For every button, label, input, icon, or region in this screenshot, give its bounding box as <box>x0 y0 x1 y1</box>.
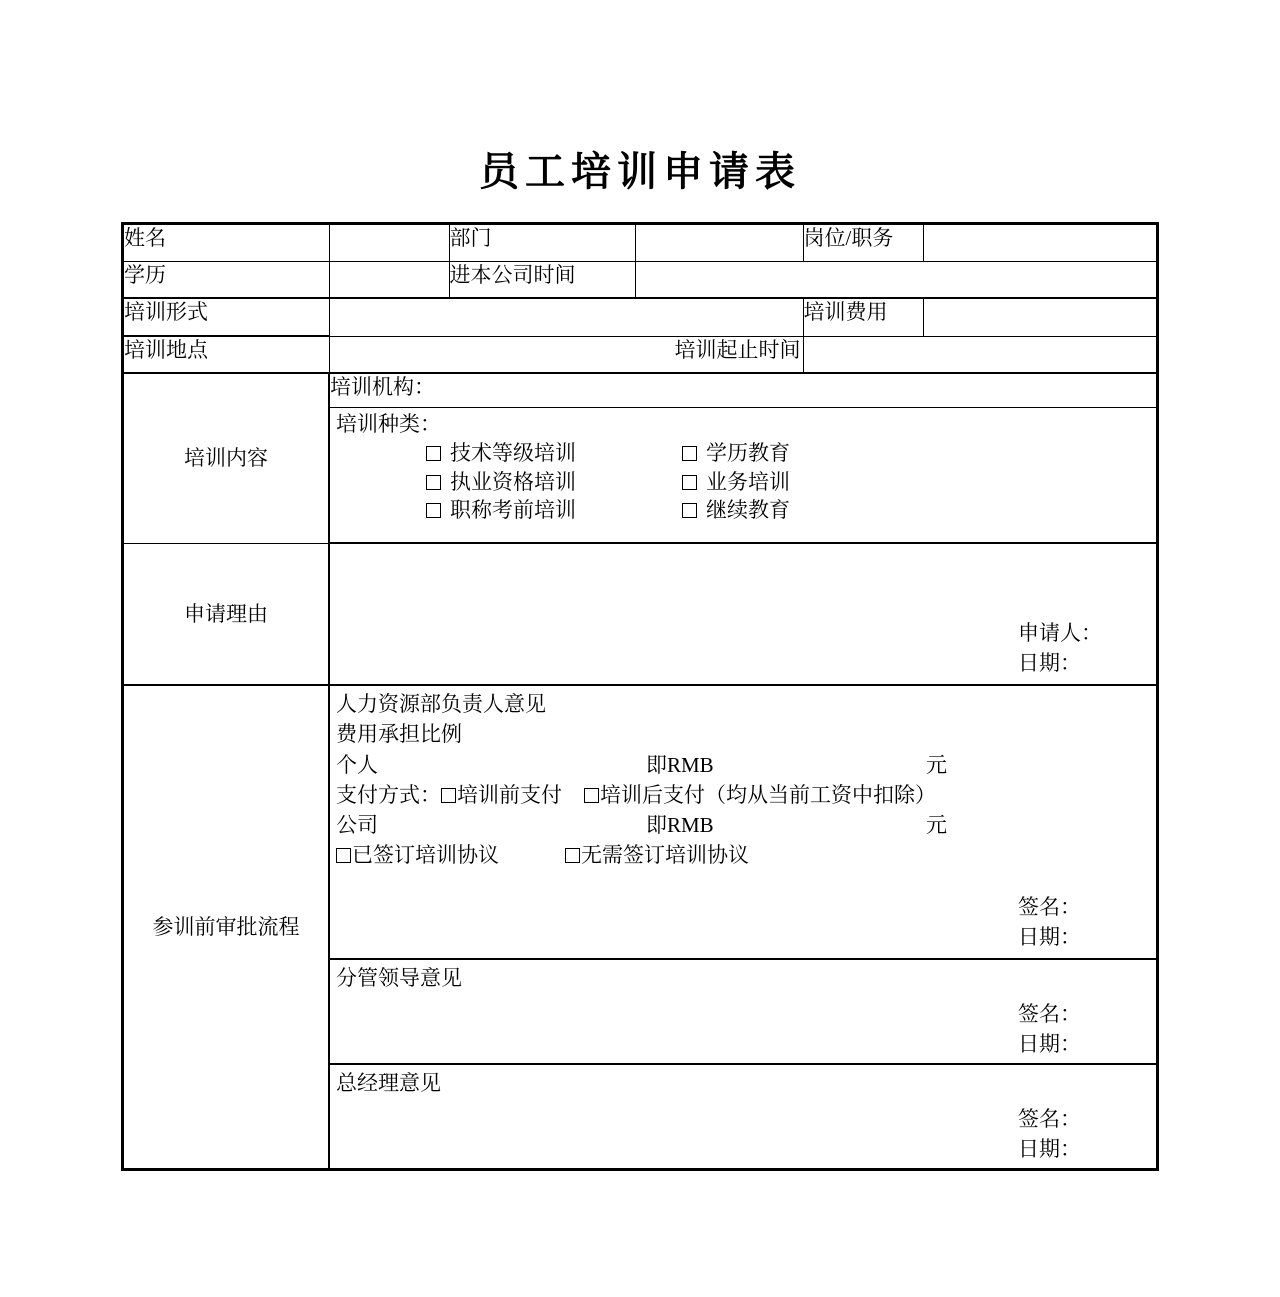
label-training-period: 培训起止时间 <box>674 337 801 362</box>
table-row-training-form <box>123 298 1157 336</box>
field-training-institution[interactable] <box>329 373 1157 408</box>
hr-signature-line[interactable] <box>1018 892 1081 922</box>
label-training-form: 培训形式 <box>123 298 329 336</box>
field-position-value[interactable] <box>923 224 1157 262</box>
training-kind-label: 业务培训 <box>706 469 790 494</box>
checkbox-icon[interactable] <box>682 475 697 490</box>
label-pay-method: 支付方式： <box>336 782 441 807</box>
training-kind-label: 技术等级培训 <box>450 441 576 466</box>
label-personal-unit: 元 <box>926 752 947 777</box>
gm-date-line[interactable] <box>1018 1134 1081 1164</box>
leader-date-line[interactable] <box>1018 1029 1081 1059</box>
field-training-period-value[interactable] <box>803 336 1157 373</box>
applicant-line[interactable] <box>1018 618 1102 648</box>
section-label-apply-reason-text: 申请理由 <box>184 601 268 626</box>
leader-signature-block <box>330 999 1081 1060</box>
field-training-place-value[interactable] <box>329 336 803 373</box>
employee-training-application-table <box>122 223 1158 1170</box>
table-row-hr-opinion <box>123 685 1157 959</box>
training-kinds-cell <box>329 408 1157 544</box>
training-kind-option[interactable] <box>330 469 682 495</box>
label-leader-date: 日期： <box>1018 1031 1081 1056</box>
training-kind-option[interactable] <box>682 440 790 466</box>
section-label-approval-process <box>123 685 329 1169</box>
label-pay-before: 培训前支付 <box>457 782 562 807</box>
page-title: 员工培训申请表 <box>479 149 801 194</box>
label-applicant-date: 日期： <box>1018 650 1081 675</box>
field-training-form-value[interactable] <box>329 298 803 336</box>
hr-pay-method-row[interactable] <box>336 780 1152 810</box>
training-kind-row <box>330 468 1156 496</box>
training-kind-row <box>330 496 1156 524</box>
apply-reason-signature-block <box>330 618 1102 679</box>
checkbox-icon[interactable] <box>682 503 697 518</box>
checkbox-icon[interactable] <box>682 446 697 461</box>
training-kind-row <box>330 439 1156 467</box>
gm-opinion-body <box>330 1065 1156 1101</box>
gm-heading: 总经理意见 <box>336 1071 441 1095</box>
label-hr-signature: 签名： <box>1018 894 1081 919</box>
gm-signature-block <box>330 1104 1081 1165</box>
training-kind-label: 执业资格培训 <box>450 469 576 494</box>
label-training-institution: 培训机构： <box>330 375 435 399</box>
label-agreement-not-needed: 无需签订培训协议 <box>581 843 749 868</box>
field-apply-reason[interactable] <box>329 543 1157 685</box>
label-name: 姓名 <box>123 224 329 262</box>
label-training-place: 培训地点 <box>123 336 329 373</box>
field-leader-opinion[interactable] <box>329 959 1157 1064</box>
field-department-value[interactable] <box>635 224 803 262</box>
checkbox-icon[interactable] <box>565 848 580 863</box>
leader-opinion-body <box>330 960 1156 996</box>
applicant-date-line[interactable] <box>1018 648 1102 678</box>
field-training-fee-value[interactable] <box>923 298 1157 336</box>
table-row-apply-reason <box>123 543 1157 685</box>
field-hr-opinion[interactable] <box>329 685 1157 959</box>
training-kind-option[interactable] <box>330 497 682 523</box>
checkbox-icon[interactable] <box>441 788 456 803</box>
label-gm-signature: 签名： <box>1018 1106 1081 1131</box>
label-personal: 个人 <box>336 752 378 777</box>
hr-company-amount-row[interactable] <box>336 810 1152 840</box>
table-row-name <box>123 224 1157 262</box>
leader-heading: 分管领导意见 <box>336 966 462 990</box>
checkbox-icon[interactable] <box>336 848 351 863</box>
training-kind-label: 学历教育 <box>706 441 790 466</box>
gm-signature-line[interactable] <box>1018 1104 1081 1134</box>
field-join-date-value[interactable] <box>635 262 1157 299</box>
table-row-education <box>123 262 1157 299</box>
field-education-value[interactable] <box>329 262 449 299</box>
label-company-rmb: 即RMB <box>646 813 714 837</box>
hr-personal-amount-row[interactable] <box>336 750 1152 780</box>
label-company: 公司 <box>336 813 378 837</box>
field-name-value[interactable] <box>329 224 449 262</box>
label-agreement-signed: 已签订培训协议 <box>352 843 499 868</box>
checkbox-icon[interactable] <box>426 446 441 461</box>
label-leader-signature: 签名： <box>1018 1001 1081 1026</box>
label-gm-date: 日期： <box>1018 1136 1081 1161</box>
hr-date-line[interactable] <box>1018 922 1081 952</box>
table-row-training-place <box>123 336 1157 373</box>
label-join-date: 进本公司时间 <box>449 262 635 299</box>
hr-signature-block <box>330 892 1081 953</box>
hr-agreement-row[interactable] <box>336 840 1152 870</box>
label-position: 岗位/职务 <box>803 224 923 262</box>
section-label-training-content <box>123 373 329 543</box>
checkbox-icon[interactable] <box>426 503 441 518</box>
leader-signature-line[interactable] <box>1018 999 1081 1029</box>
label-training-fee: 培训费用 <box>803 298 923 336</box>
checkbox-icon[interactable] <box>426 475 441 490</box>
hr-heading: 人力资源部负责人意见 <box>336 692 546 716</box>
section-label-approval-process-text: 参训前审批流程 <box>152 914 300 939</box>
training-kind-option[interactable] <box>330 440 682 466</box>
training-kind-option[interactable] <box>682 469 790 495</box>
hr-cost-share-label: 费用承担比例 <box>336 722 462 747</box>
training-kind-option[interactable] <box>682 497 790 523</box>
label-education: 学历 <box>123 262 329 299</box>
label-hr-date: 日期： <box>1018 924 1081 949</box>
checkbox-icon[interactable] <box>584 788 599 803</box>
section-label-apply-reason <box>123 543 329 685</box>
training-kinds-list <box>330 437 1156 530</box>
label-pay-after: 培训后支付（均从当前工资中扣除） <box>600 782 936 807</box>
hr-opinion-body <box>330 686 1156 874</box>
label-company-unit: 元 <box>926 813 947 837</box>
training-kind-label: 职称考前培训 <box>450 497 576 522</box>
label-applicant: 申请人： <box>1018 620 1102 645</box>
field-gm-opinion[interactable] <box>329 1064 1157 1169</box>
section-label-training-content-text: 培训内容 <box>184 446 268 471</box>
label-personal-rmb: 即RMB <box>646 752 714 777</box>
training-kind-label: 继续教育 <box>706 497 790 522</box>
table-row-training-institution <box>123 373 1157 408</box>
label-department: 部门 <box>449 224 635 262</box>
label-training-kinds: 培训种类： <box>336 412 441 436</box>
